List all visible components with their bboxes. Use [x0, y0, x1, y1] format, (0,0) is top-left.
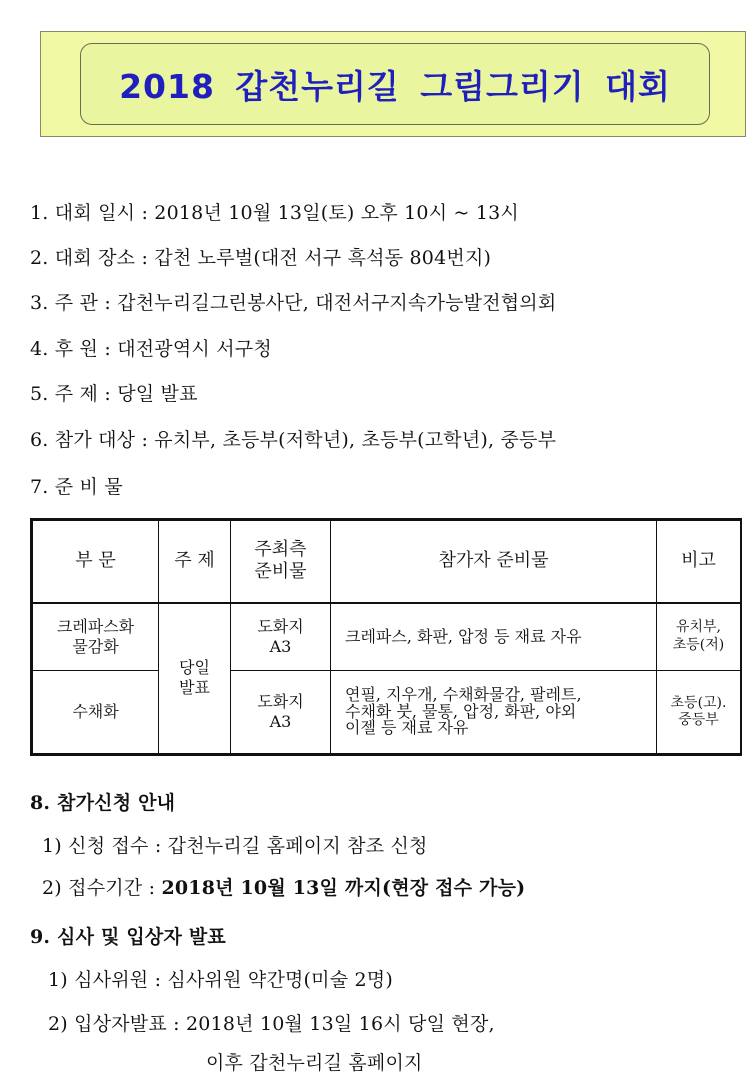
section8-item2-emphasis: 2018년 10월 13일 까지(현장 접수 가능) — [161, 877, 526, 899]
cell-host-supplies — [231, 603, 331, 671]
participant-line: 이젤 등 재료 자유 — [345, 718, 469, 738]
header-dept: 부 문 — [33, 521, 159, 603]
cell-theme — [159, 603, 231, 754]
section8-item2 — [42, 873, 525, 900]
theme-line: 당일 — [179, 658, 210, 678]
item-supplies: 7. 준 비 물 — [30, 476, 123, 498]
section9-heading: 9. 심사 및 입상자 발표 — [30, 926, 226, 948]
item-theme: 5. 주 제 : 당일 발표 — [30, 383, 198, 405]
supplies-table — [30, 518, 742, 756]
participant-line: 연필, 지우개, 수채화물감, 팔레트, — [345, 684, 582, 704]
title-banner — [80, 43, 710, 125]
cell-participant-supplies — [331, 603, 657, 671]
host-line: 도화지 — [257, 692, 304, 711]
section8-heading: 8. 참가신청 안내 — [30, 792, 176, 814]
note-line: 초등(고). — [670, 694, 727, 711]
header-host-line2: 준비물 — [254, 561, 307, 583]
note-line: 초등(저) — [672, 636, 725, 653]
header-note: 비고 — [657, 521, 741, 603]
item-date: 1. 대회 일시 : 2018년 10월 13일(토) 오후 10시 ~ 13시 — [30, 202, 519, 224]
item-venue: 2. 대회 장소 : 갑천 노루벌(대전 서구 흑석동 804번지) — [30, 247, 492, 269]
host-line: A3 — [269, 636, 292, 656]
section8-item2-prefix: 2) 접수기간 : — [42, 877, 162, 899]
participant-line: 수채화 붓, 물통, 압정, 화판, 야외 — [345, 701, 577, 721]
item-organizer: 3. 주 관 : 갑천누리길그린봉사단, 대전서구지속가능발전협의회 — [30, 292, 557, 314]
cell-note — [657, 671, 741, 754]
cell-dept — [33, 603, 159, 671]
cell-participant-supplies — [331, 671, 657, 754]
header-theme: 주 제 — [159, 521, 231, 603]
section8-item1: 1) 신청 접수 : 갑천누리길 홈페이지 참조 신청 — [42, 835, 428, 857]
table-header-row — [33, 521, 741, 603]
item-sponsor: 4. 후 원 : 대전광역시 서구청 — [30, 338, 272, 360]
dept-line: 수채화 — [72, 702, 119, 721]
header-participant-supplies: 참가자 준비물 — [331, 521, 657, 603]
dept-line: 물감화 — [72, 636, 119, 656]
section9-item2-cont: 이후 갑천누리길 홈페이지 — [206, 1052, 423, 1074]
header-host-supplies — [231, 521, 331, 603]
host-line: A3 — [269, 712, 292, 731]
participant-line: 크레파스, 화판, 압정 등 재료 자유 — [345, 626, 582, 646]
item-participants: 6. 참가 대상 : 유치부, 초등부(저학년), 초등부(고학년), 중등부 — [30, 429, 557, 451]
table-row — [33, 603, 741, 671]
section9-item1: 1) 심사위원 : 심사위원 약간명(미술 2명) — [48, 969, 393, 991]
table-row — [33, 671, 741, 754]
cell-dept — [33, 671, 159, 754]
section9-item2: 2) 입상자발표 : 2018년 10월 13일 16시 당일 현장, — [48, 1013, 495, 1035]
note-line: 중등부 — [678, 712, 719, 728]
header-host-line1: 주최측 — [254, 538, 307, 560]
cell-host-supplies — [231, 671, 331, 754]
cell-note — [657, 603, 741, 671]
page-title: 2018 갑천누리길 그림그리기 대회 — [119, 66, 671, 106]
host-line: 도화지 — [257, 616, 304, 636]
dept-line: 크레파스화 — [56, 616, 135, 636]
theme-line: 발표 — [179, 678, 210, 698]
note-line: 유치부, — [675, 619, 722, 636]
